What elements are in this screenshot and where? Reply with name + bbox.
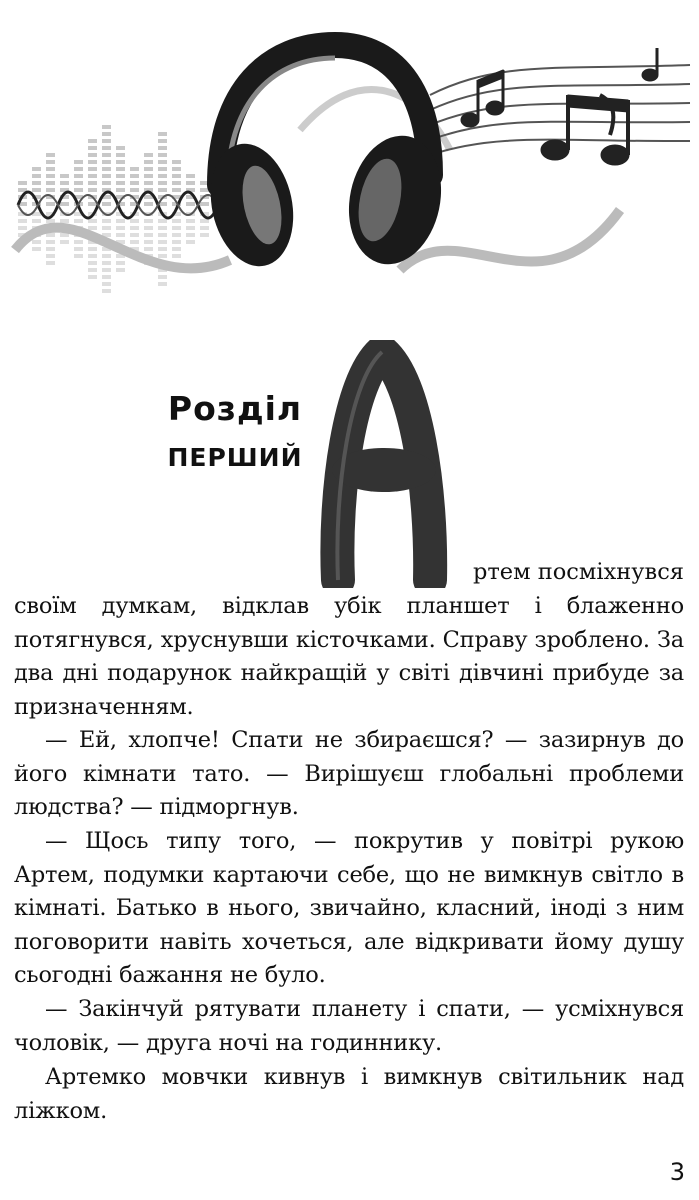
drop-cap-text: А: [320, 340, 321, 341]
paragraph: — Щось типу того, — покрутив у повітрі рукою Артем, подумки картаючи себе, що не вимкнув світло в кімнаті. Батько в нього, звичайно, класний, іноді з ним поговорити навіть хочеться, але відкривати йому душу сьогодні бажання не було.: [14, 828, 684, 988]
page-number: 3: [669, 1158, 685, 1186]
chapter-heading: [160, 389, 310, 472]
drop-cap-letter: [320, 340, 450, 588]
headphones-icon: [200, 45, 453, 274]
paragraph: Артемко мовчки кивнув і вимкнув світильник над ліжком.: [14, 1064, 684, 1124]
paragraph: — Ей, хлопче! Спати не збираєшся? — зазирнув до його кімнати тато. — Вирішуєш глобальні проблеми людства? — підморгнув.: [14, 727, 684, 820]
paragraph: — Закінчуй рятувати планету і спати, — усміхнувся чоловік, — друга ночі на годиннику.: [14, 996, 684, 1056]
headphones-music-illustration: [0, 0, 699, 300]
paragraph: своїм думкам, відклав убік планшет і блаженно потягнувся, хруснувши кісточками. Справу зроблено. За два дні подарунок найкращій у світі дівчині прибуде за призначенням.: [14, 593, 684, 720]
chapter-subtitle-word: ПЕРШИЙ: [167, 443, 303, 472]
chapter-title-word: Розділ: [167, 389, 303, 428]
paragraph-first-line: ртем посміхнувся: [472, 559, 684, 585]
